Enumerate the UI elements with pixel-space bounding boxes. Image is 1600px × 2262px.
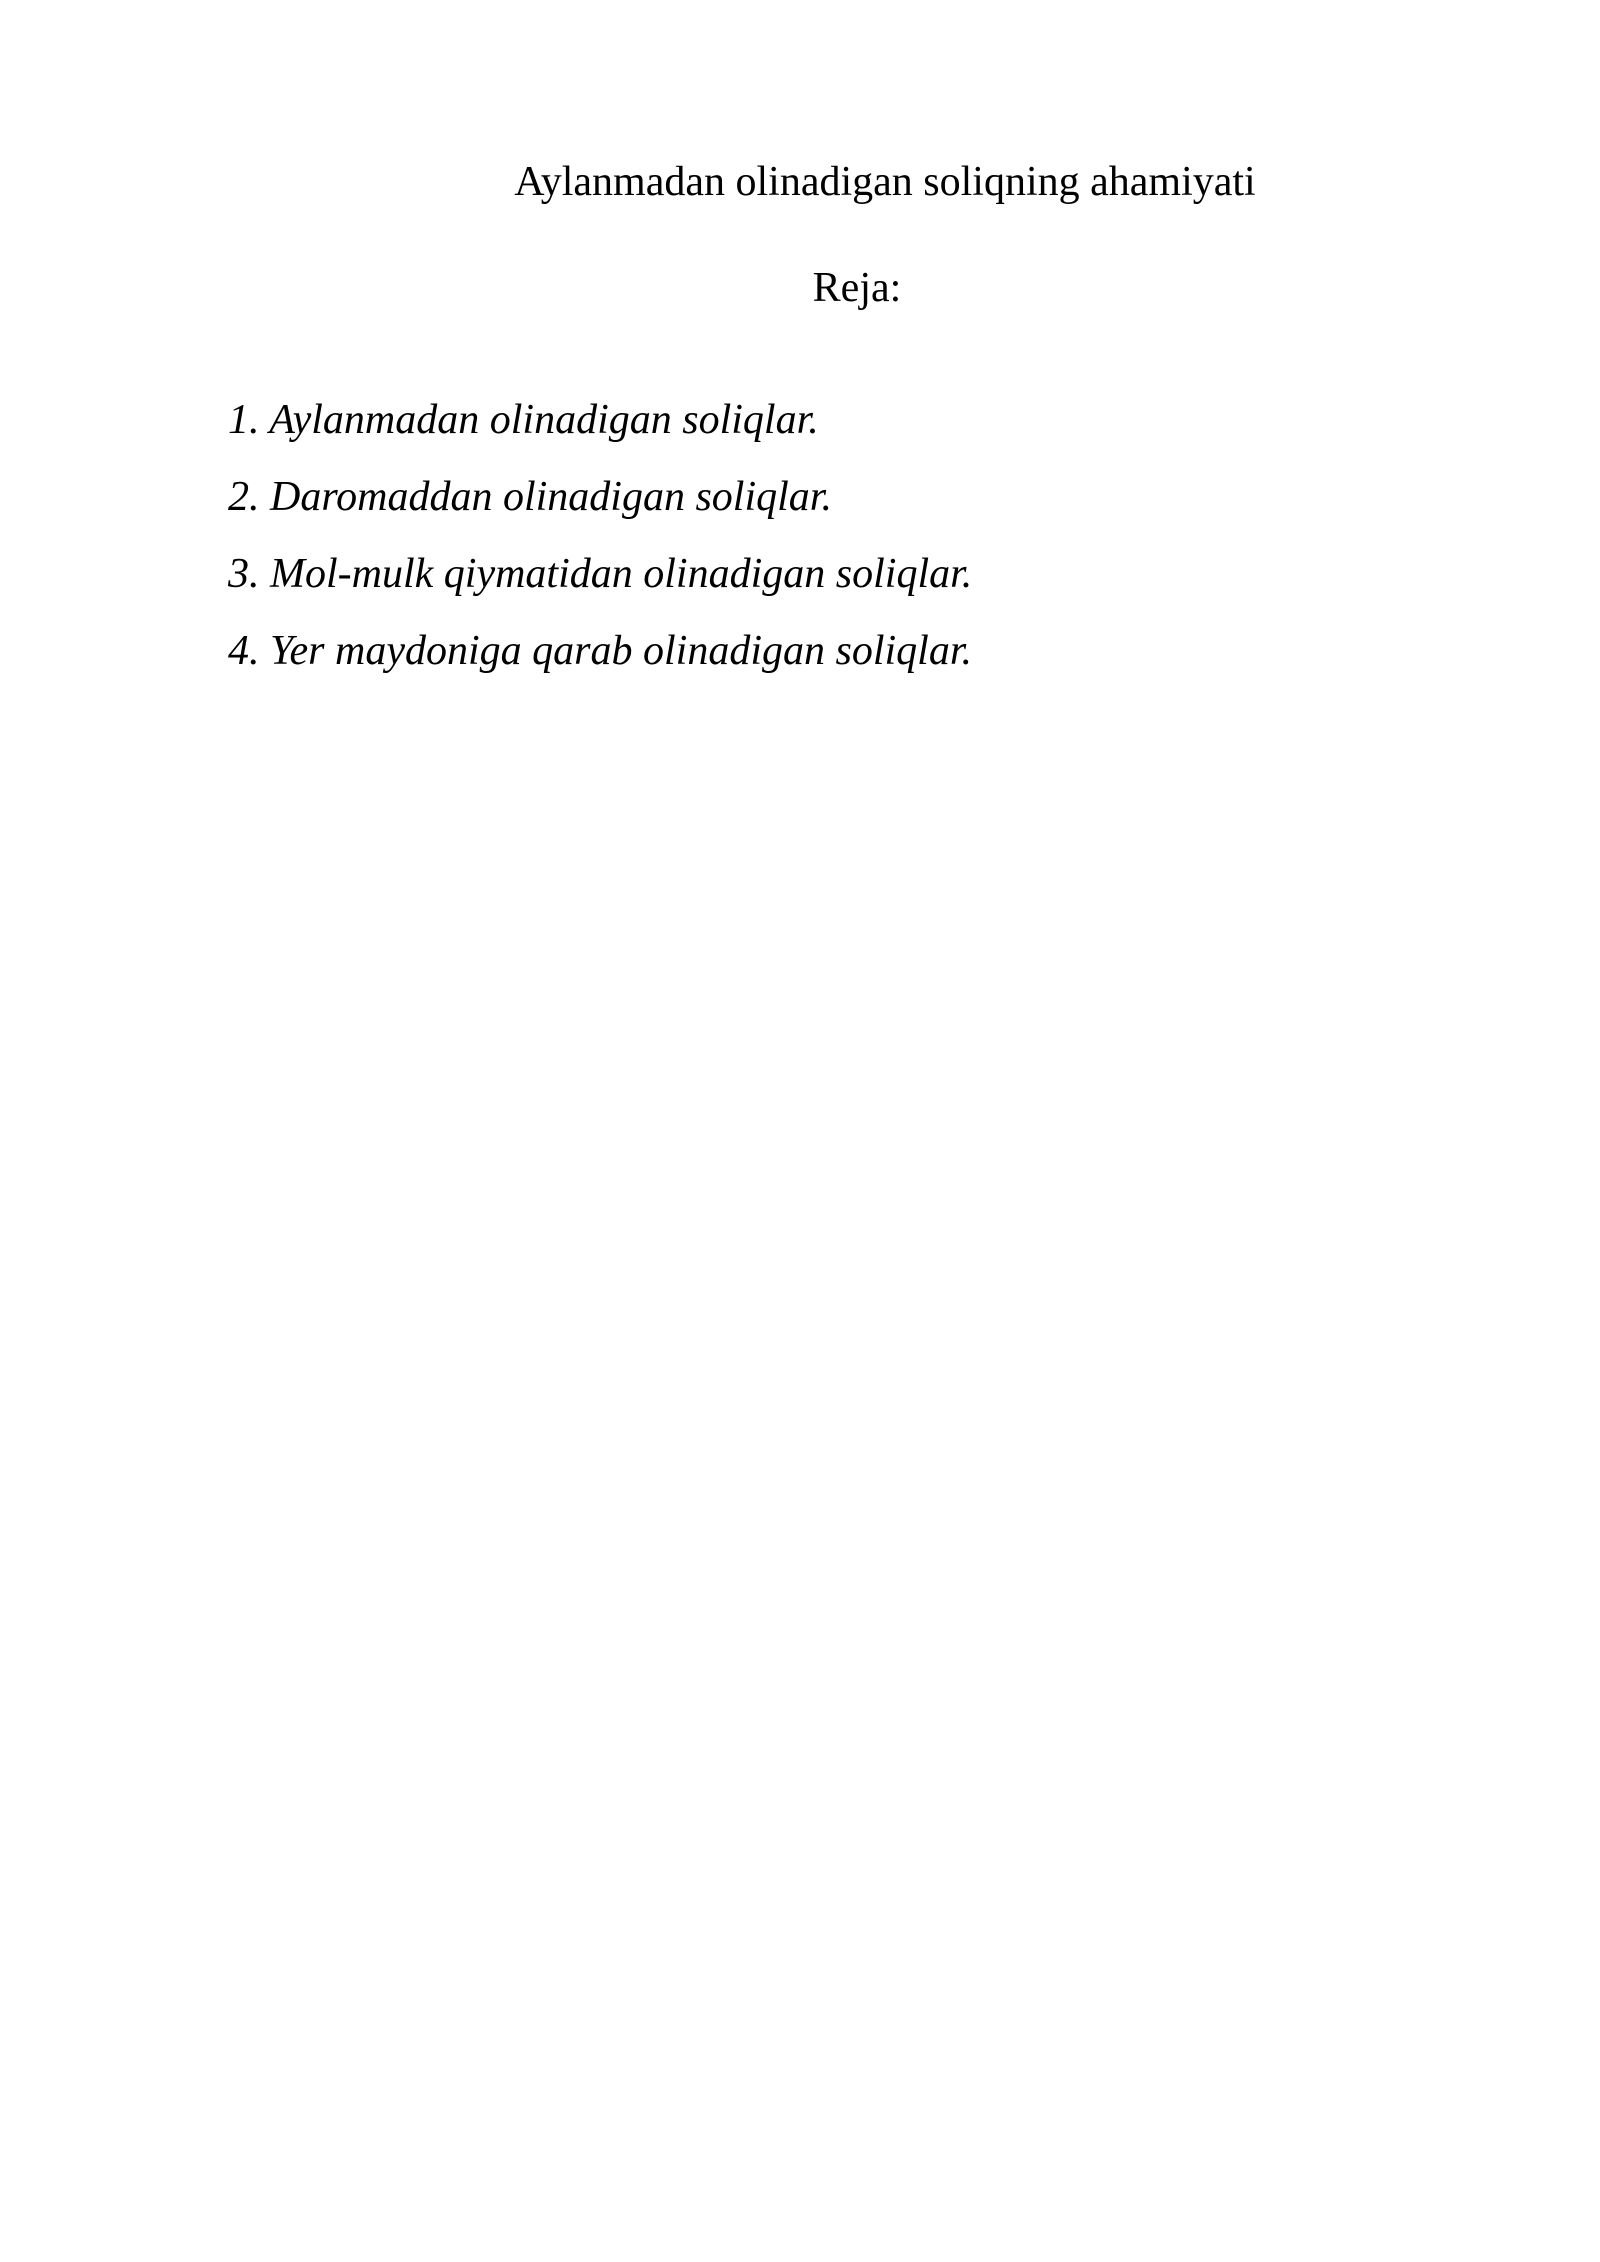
item-2-marker: 2. <box>228 474 260 520</box>
plan-list <box>228 396 972 704</box>
item-4-marker: 4. <box>228 628 260 674</box>
list-item-1 <box>228 396 972 444</box>
list-item-4 <box>228 627 972 675</box>
page-title: Aylanmadan olinadigan soliqning ahamiyati <box>514 159 1256 205</box>
item-3-marker: 3. <box>228 551 260 597</box>
list-item-3 <box>228 550 972 598</box>
item-2-label: Daromaddan olinadigan soliqlar. <box>270 474 832 520</box>
subtitle-reja: Reja: <box>812 265 902 311</box>
item-3-label: Mol-mulk qiymatidan olinadigan soliqlar. <box>270 551 973 597</box>
list-item-2 <box>228 473 972 521</box>
item-4-label: Yer maydoniga qarab olinadigan soliqlar. <box>270 628 973 674</box>
item-1-label: Aylanmadan olinadigan soliqlar. <box>269 397 819 443</box>
item-1-marker: 1. <box>228 397 260 443</box>
